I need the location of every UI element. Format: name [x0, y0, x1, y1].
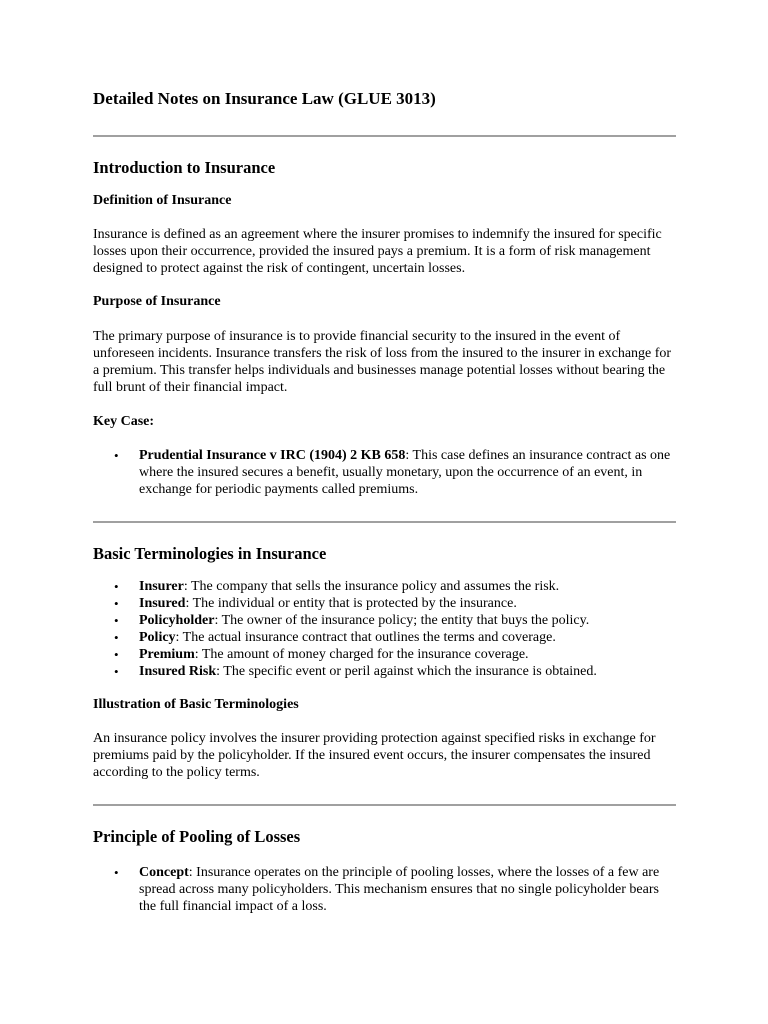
bullet-icon: •: [114, 630, 119, 645]
list-item: [93, 864, 678, 915]
list-item: [93, 663, 678, 680]
pooling-list: [93, 864, 678, 915]
subheading-purpose: Purpose of Insurance: [93, 294, 221, 309]
section-heading-introduction: Introduction to Insurance: [93, 158, 276, 177]
list-item: [93, 578, 678, 595]
list-item: [93, 447, 678, 498]
bullet-icon: •: [114, 613, 119, 628]
paragraph-purpose: The primary purpose of insurance is to provide financial security to the insured in the event of unforeseen incidents. Insurance transfers the risk of loss from the insured to the insurer in exchange for a premium. This transfer helps individuals and businesses manage potential losses without bearing the full brunt of their financial impact.: [93, 329, 672, 395]
section-heading-terminologies: Basic Terminologies in Insurance: [93, 544, 327, 563]
term-definition: : The actual insurance contract that outlines the terms and coverage.: [175, 630, 556, 645]
term-label: Premium: [139, 647, 195, 662]
concept-label: Concept: [139, 865, 189, 880]
bullet-icon: •: [114, 448, 119, 463]
term-label: Insured Risk: [139, 664, 217, 679]
term-definition: : The amount of money charged for the insurance coverage.: [194, 647, 529, 662]
term-definition: : The individual or entity that is protected by the insurance.: [185, 596, 517, 611]
bullet-icon: •: [114, 865, 119, 880]
subheading-illustration: Illustration of Basic Terminologies: [93, 697, 299, 712]
term-definition: : The owner of the insurance policy; the entity that buys the policy.: [214, 613, 590, 628]
paragraph-illustration: An insurance policy involves the insurer providing protection against specified risks in exchange for premiums paid by the policyholder. If the insured event occurs, the insurer compensates the insured according to the policy terms.: [93, 731, 656, 780]
subheading-definition: Definition of Insurance: [93, 193, 232, 208]
term-definition: : The company that sells the insurance policy and assumes the risk.: [183, 579, 560, 594]
case-description: : This case defines an insurance contract as one where the insured secures a benefit, usually monetary, upon the occurrence of an event, in exchange for periodic payments called premiums.: [139, 448, 671, 497]
key-case-list: [93, 447, 678, 498]
term-label: Insurer: [139, 579, 184, 594]
bullet-icon: •: [114, 579, 119, 594]
term-label: Insured: [139, 596, 186, 611]
list-item: [93, 629, 678, 646]
document-body: [93, 88, 678, 915]
list-item: [93, 612, 678, 629]
document-title: Detailed Notes on Insurance Law (GLUE 3013): [93, 89, 436, 108]
bullet-icon: •: [114, 596, 119, 611]
concept-description: : Insurance operates on the principle of pooling losses, where the losses of a few are spread across many policyholders. This mechanism ensures that no single policyholder bears the full financial impact of a loss.: [139, 865, 660, 914]
case-name: Prudential Insurance v IRC (1904) 2 KB 658: [139, 448, 406, 463]
term-definition: : The specific event or peril against which the insurance is obtained.: [216, 664, 597, 679]
subheading-key-case: Key Case:: [93, 414, 155, 429]
term-label: Policyholder: [139, 613, 215, 628]
paragraph-definition: Insurance is defined as an agreement where the insurer promises to indemnify the insured for specific losses upon their occurrence, provided the insured pays a premium. It is a form of risk management designed to protect against the risk of contingent, uncertain losses.: [93, 227, 662, 276]
terminology-list: [93, 578, 678, 680]
section-heading-pooling: Principle of Pooling of Losses: [93, 827, 301, 846]
term-label: Policy: [139, 630, 176, 645]
bullet-icon: •: [114, 664, 119, 679]
list-item: [93, 595, 678, 612]
bullet-icon: •: [114, 647, 119, 662]
list-item: [93, 646, 678, 663]
